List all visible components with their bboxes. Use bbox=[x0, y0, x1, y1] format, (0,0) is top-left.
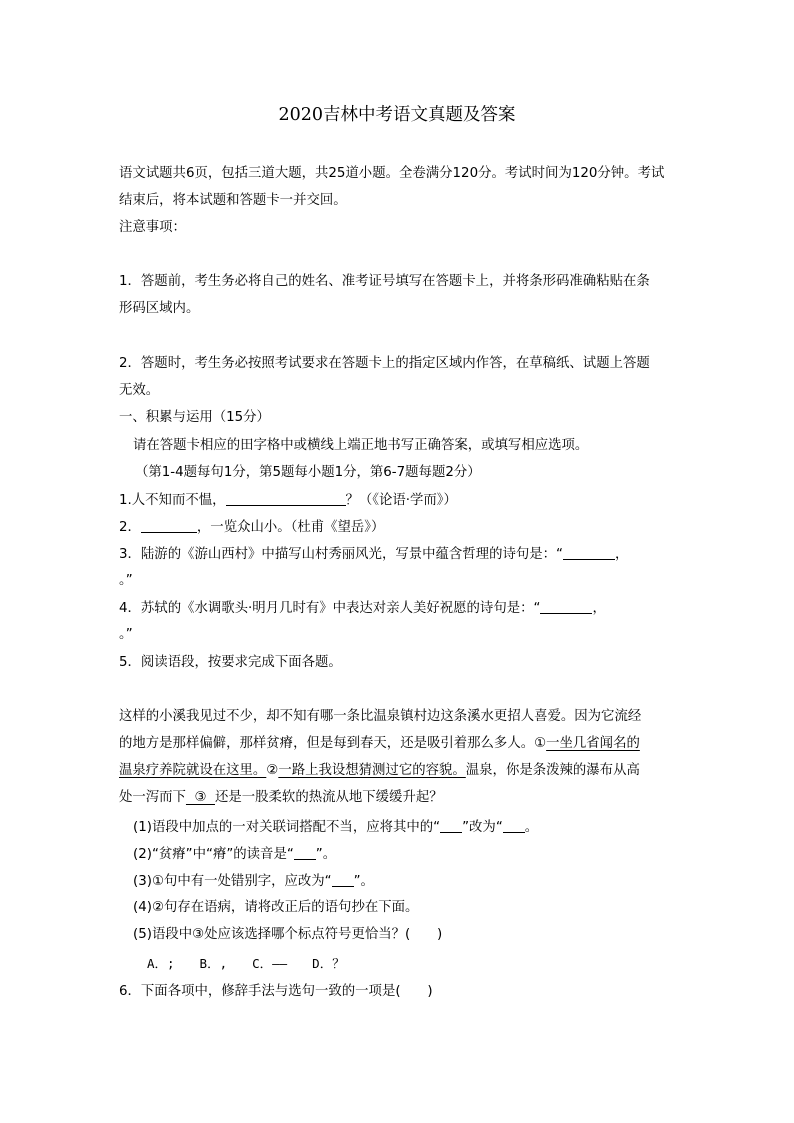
q4-comma: ， bbox=[592, 601, 606, 616]
q2-prefix: 2． bbox=[119, 520, 141, 535]
q1-prefix: 1.人不知而不愠， bbox=[119, 493, 226, 508]
q4-prefix: 4．苏轼的《水调歌头·明月几时有》中表达对亲人美好祝愿的诗句是：“ bbox=[119, 601, 541, 616]
subquestion-3 bbox=[133, 872, 374, 891]
question-1 bbox=[119, 491, 457, 510]
passage-line-1: 这样的小溪我见过不少，却不知有哪一条比温泉镇村边这条溪水更招人喜爱。因为它流经 bbox=[119, 709, 642, 724]
sq1-text-c: 。 bbox=[524, 820, 539, 835]
passage-sentence-2: 一路上我设想猜测过它的容貌。 bbox=[278, 763, 466, 778]
passage-line-2 bbox=[119, 735, 640, 753]
section-1-title: 一、积累与运用（15分） bbox=[119, 410, 270, 425]
sq2-text-b: ”。 bbox=[315, 847, 337, 862]
sq1-blank-2[interactable] bbox=[503, 818, 525, 833]
sq2-text-a: (2)“贫瘠”中“瘠”的读音是“ bbox=[133, 847, 294, 862]
question-4-end: 。” bbox=[119, 627, 133, 642]
sq2-blank[interactable] bbox=[294, 845, 316, 860]
subquestion-5: (5)语段中③处应该选择哪个标点符号更恰当？( ) bbox=[133, 927, 443, 942]
note-1-line-2: 形码区域内。 bbox=[119, 301, 200, 316]
q1-answer-blank[interactable] bbox=[226, 491, 346, 506]
passage-line-3-text: 温泉，你是条泼辣的瀑布从高 bbox=[465, 763, 640, 778]
question-6: 6．下面各项中，修辞手法与选句一致的一项是( ) bbox=[119, 984, 433, 999]
subquestion-1 bbox=[133, 818, 538, 837]
passage-marker-2: ② bbox=[266, 763, 279, 778]
q1-suffix: ？（《论语·学而》） bbox=[345, 493, 457, 508]
passage-line-3 bbox=[119, 762, 640, 780]
question-3 bbox=[119, 545, 628, 564]
subquestion-5-options: A．; B．, C．—— D．？ bbox=[147, 956, 345, 971]
q4-answer-blank[interactable] bbox=[540, 599, 592, 614]
intro-line-1: 语文试题共6页，包括三道大题，共25道小题。全卷满分120分。考试时间为120分钟。考试 bbox=[119, 166, 665, 181]
sq3-blank[interactable] bbox=[332, 872, 354, 887]
q2-suffix: ，一览众山小。（杜甫《望岳》） bbox=[196, 520, 385, 535]
document-title: 2020吉林中考语文真题及答案 bbox=[278, 105, 516, 125]
question-2 bbox=[119, 518, 384, 537]
sq3-text-a: (3)①句中有一处错别字，应改为“ bbox=[133, 874, 332, 889]
sq1-text-a: (1)语段中加点的一对关联词搭配不当，应将其中的“ bbox=[133, 820, 441, 835]
subquestion-2 bbox=[133, 845, 336, 864]
passage-line-4-end: 还是一股柔软的热流从地下缓缓升起？ bbox=[214, 790, 443, 805]
passage-line-4-text: 处一泻而下 bbox=[119, 790, 186, 805]
q3-answer-blank[interactable] bbox=[563, 545, 615, 560]
note-2-line-2: 无效。 bbox=[119, 383, 160, 398]
question-4 bbox=[119, 599, 606, 618]
passage-sentence-1-end: 温泉疗养院就设在这里。 bbox=[119, 763, 267, 778]
question-3-end: 。” bbox=[119, 573, 133, 588]
passage-line-2-text: 的地方是那样偏僻，那样贫瘠，但是每到春天，还是吸引着那么多人。① bbox=[119, 736, 547, 751]
question-5-stem: 5．阅读语段，按要求完成下面各题。 bbox=[119, 655, 342, 670]
passage-line-4 bbox=[119, 789, 443, 807]
note-1-line-1: 1．答题前，考生务必将自己的姓名、准考证号填写在答题卡上，并将条形码准确粘贴在条 bbox=[119, 274, 650, 289]
note-2-line-1: 2．答题时，考生务必按照考试要求在答题卡上的指定区域内作答，在草稿纸、试题上答题 bbox=[119, 356, 650, 371]
subquestion-4: (4)②句存在语病，请将改正后的语句抄在下面。 bbox=[133, 900, 419, 915]
sq3-text-b: ”。 bbox=[353, 874, 374, 889]
q3-prefix: 3．陆游的《游山西村》中描写山村秀丽风光，写景中蕴含哲理的诗句是：“ bbox=[119, 547, 563, 562]
passage-sentence-1: 一坐几省闻名的 bbox=[546, 736, 640, 751]
sq1-blank-1[interactable] bbox=[440, 818, 462, 833]
section-1-scoring: （第1-4题每句1分，第5题每小题1分，第6-7题每题2分） bbox=[135, 465, 481, 480]
notes-heading: 注意事项： bbox=[119, 220, 186, 235]
intro-line-2: 结束后，将本试题和答题卡一并交回。 bbox=[119, 193, 347, 208]
q3-comma: ， bbox=[614, 547, 629, 562]
passage-marker-3-blank: ③ bbox=[185, 790, 215, 805]
sq1-text-b: ”改为“ bbox=[462, 820, 503, 835]
q2-answer-blank[interactable] bbox=[141, 518, 197, 533]
section-1-instruction: 请在答题卡相应的田字格中或横线上端正地书写正确答案，或填写相应选项。 bbox=[133, 438, 589, 453]
